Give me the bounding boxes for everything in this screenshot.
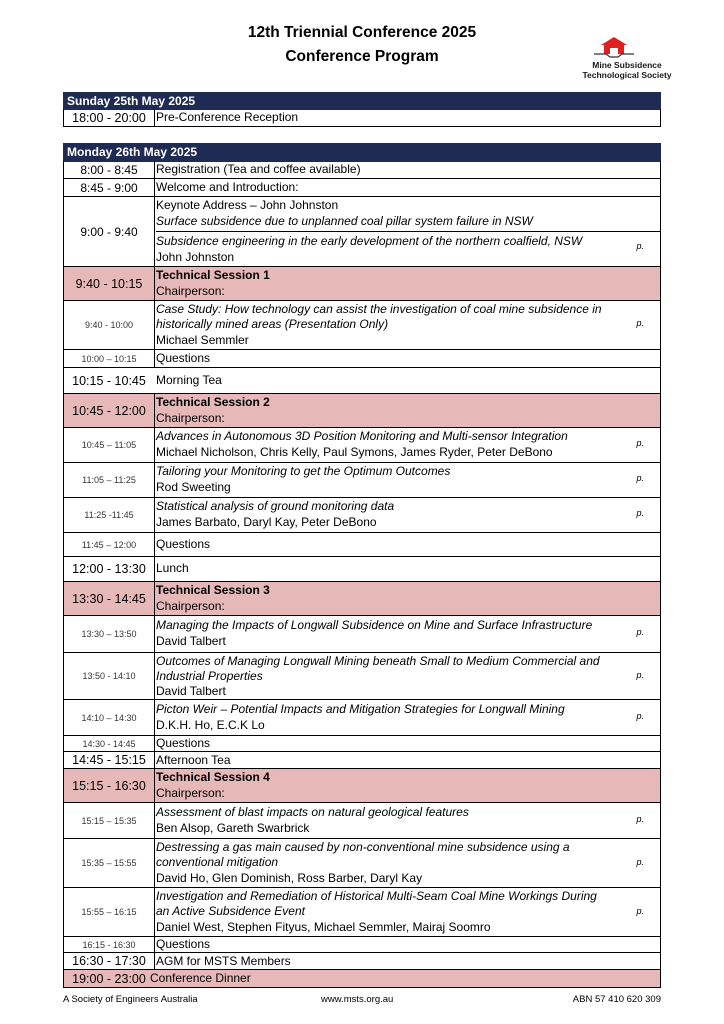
session-4-header <box>63 769 661 803</box>
event-text: AGM for MSTS Members <box>156 954 291 968</box>
time-cell: 9:00 - 9:40 <box>64 197 155 266</box>
page-ref: p. <box>636 670 644 680</box>
page-ref: p. <box>636 318 644 328</box>
paper-row <box>63 803 661 839</box>
paper-title: Managing the Impacts of Longwall Subsidence on Mine and Surface Infrastructure <box>156 618 593 632</box>
time-cell: 13:30 – 13:50 <box>64 616 155 652</box>
program-row <box>63 109 661 127</box>
paper-author: James Barbato, Daryl Kay, Peter DeBono <box>156 515 377 529</box>
time-cell: 13:50 - 14:10 <box>64 653 155 699</box>
paper-title-cont: an Active Subsidence Event <box>156 904 305 918</box>
paper-row <box>63 463 661 498</box>
logo-text-line2: Technological Society <box>582 70 672 80</box>
paper-title: Outcomes of Managing Longwall Mining beneath Small to Medium Commercial and <box>156 654 600 668</box>
event-text: Morning Tea <box>156 373 222 387</box>
page-ref: p. <box>636 814 644 824</box>
time-cell: 16:30 - 17:30 <box>64 953 155 969</box>
logo-text-line1: Mine Subsidence <box>592 60 662 70</box>
keynote-paper-title: Surface subsidence due to unplanned coal pillar system failure in NSW <box>156 214 533 228</box>
time-cell: 10:45 - 12:00 <box>64 394 155 427</box>
session-chair: Chairperson: <box>156 599 225 613</box>
paper-title: Case Study: How technology can assist the investigation of coal mine subsidence in <box>156 302 602 316</box>
break-row <box>63 752 661 769</box>
questions-row <box>63 350 661 368</box>
paper-author: Ben Alsop, Gareth Swarbrick <box>156 821 310 835</box>
time-cell: 15:55 – 16:15 <box>64 888 155 936</box>
program-row <box>63 179 661 197</box>
footer-abn: ABN 57 410 620 309 <box>572 994 661 1005</box>
paper-row <box>63 888 661 937</box>
time-cell: 15:15 - 16:30 <box>64 769 155 802</box>
session-title: Technical Session 3 <box>156 583 270 597</box>
session-chair: Chairperson: <box>156 411 225 425</box>
time-cell: 8:00 - 8:45 <box>64 161 155 178</box>
paper-title-cont: Industrial Properties <box>156 669 263 683</box>
program-row <box>63 161 661 179</box>
time-cell: 16:15 - 16:30 <box>64 937 155 952</box>
time-cell: 14:30 - 14:45 <box>64 736 155 751</box>
session-title: Technical Session 2 <box>156 395 270 409</box>
paper-title-cont: historically mined areas (Presentation Only) <box>156 317 389 331</box>
paper-row <box>63 428 661 463</box>
paper-row <box>63 653 661 700</box>
time-cell: 14:10 – 14:30 <box>64 700 155 735</box>
session-title: Technical Session 4 <box>156 770 270 784</box>
break-row <box>63 368 661 394</box>
paper-row <box>63 700 661 736</box>
session-chair: Chairperson: <box>156 786 225 800</box>
time-cell: 9:40 - 10:15 <box>64 267 155 300</box>
questions-row <box>63 937 661 953</box>
event-text: Questions <box>156 537 211 551</box>
document-subtitle: Conference Program <box>285 48 439 65</box>
page-ref: p. <box>636 906 644 916</box>
time-cell: 15:35 – 15:55 <box>64 839 155 887</box>
time-cell: 9:40 - 10:00 <box>64 301 155 349</box>
time-cell: 10:00 – 10:15 <box>64 350 155 367</box>
session-2-header <box>63 394 661 428</box>
sunday-heading-text: Sunday 25th May 2025 <box>67 94 196 108</box>
msts-logo <box>574 34 684 84</box>
event-text: Questions <box>156 736 211 750</box>
keynote-title: Keynote Address – John Johnston <box>156 198 339 212</box>
paper-author: Michael Semmler <box>156 333 249 347</box>
time-cell: 19:00 - 23:00 <box>72 971 146 986</box>
paper-title: Destressing a gas main caused by non-conventional mine subsidence using a <box>156 840 570 854</box>
document-title: 12th Triennial Conference 2025 <box>247 24 477 41</box>
page-ref: p. <box>636 241 644 251</box>
time-cell: 12:00 - 13:30 <box>64 557 155 581</box>
event-text: Pre-Conference Reception <box>156 110 299 124</box>
program-table <box>63 92 661 989</box>
paper-row <box>63 301 661 350</box>
paper-author: Daniel West, Stephen Fityus, Michael Semmler, Mairaj Soomro <box>156 920 491 934</box>
keynote-row <box>63 197 661 267</box>
page-footer <box>63 994 661 1008</box>
paper-title: Investigation and Remediation of Historical Multi-Seam Coal Mine Workings During <box>156 889 597 903</box>
sunday-header <box>63 92 661 110</box>
paper-title: Statistical analysis of ground monitoring data <box>156 499 395 513</box>
paper-author: David Ho, Glen Dominish, Ross Barber, Daryl Kay <box>156 871 423 885</box>
time-cell: 18:00 - 20:00 <box>64 109 155 126</box>
paper-row <box>63 616 661 653</box>
paper-author: David Talbert <box>156 634 226 648</box>
event-text: Registration (Tea and coffee available) <box>156 162 361 176</box>
paper-title: Subsidence engineering in the early development of the northern coalfield, NSW <box>156 234 583 248</box>
page-ref: p. <box>636 627 644 637</box>
footer-left: A Society of Engineers Australia <box>63 994 198 1005</box>
break-row <box>63 557 661 582</box>
paper-title: Assessment of blast impacts on natural geological features <box>156 805 469 819</box>
time-cell: 11:05 – 11:25 <box>64 463 155 497</box>
time-cell: 8:45 - 9:00 <box>64 179 155 196</box>
paper-title: Picton Weir – Potential Impacts and Mitigation Strategies for Longwall Mining <box>156 702 565 716</box>
paper-row <box>63 839 661 888</box>
time-cell: 10:15 - 10:45 <box>72 373 146 388</box>
footer-website: www.msts.org.au <box>321 994 394 1005</box>
program-row <box>63 953 661 970</box>
paper-title-cont: conventional mitigation <box>156 855 279 869</box>
questions-row <box>63 736 661 752</box>
event-text: Questions <box>156 351 211 365</box>
questions-row <box>63 533 661 557</box>
paper-title: Tailoring your Monitoring to get the Optimum Outcomes <box>156 464 451 478</box>
paper-author: John Johnston <box>156 250 235 264</box>
session-3-header <box>63 582 661 616</box>
paper-title: Advances in Autonomous 3D Position Monitoring and Multi-sensor Integration <box>156 429 568 443</box>
event-text: Lunch <box>156 561 189 575</box>
event-text: Afternoon Tea <box>156 753 231 767</box>
session-chair: Chairperson: <box>156 284 225 298</box>
time-cell: 15:15 – 15:35 <box>64 803 155 838</box>
paper-author: David Talbert <box>156 684 226 698</box>
time-cell: 11:25 -11:45 <box>64 498 155 532</box>
page-ref: p. <box>636 473 644 483</box>
paper-row <box>63 498 661 533</box>
house-logo-icon <box>594 36 634 58</box>
monday-heading-text: Monday 26th May 2025 <box>67 145 198 159</box>
paper-author: Rod Sweeting <box>156 480 231 494</box>
time-cell: 13:30 - 14:45 <box>64 582 155 615</box>
session-1-header <box>63 267 661 301</box>
dinner-row <box>63 970 661 988</box>
time-cell: 11:45 – 12:00 <box>64 533 155 556</box>
monday-header <box>63 143 661 162</box>
page-ref: p. <box>636 711 644 721</box>
time-cell: 14:45 - 15:15 <box>64 752 155 768</box>
event-text: Questions <box>156 937 211 951</box>
event-text: Welcome and Introduction: <box>156 180 299 194</box>
paper-author: Michael Nicholson, Chris Kelly, Paul Symons, James Ryder, Peter DeBono <box>156 445 553 459</box>
page-ref: p. <box>636 857 644 867</box>
time-cell: 10:45 – 11:05 <box>64 428 155 462</box>
session-title: Technical Session 1 <box>156 268 270 282</box>
page-ref: p. <box>636 508 644 518</box>
event-text: Conference Dinner <box>150 971 251 985</box>
paper-author: D.K.H. Ho, E.C.K Lo <box>156 718 265 732</box>
page-ref: p. <box>636 438 644 448</box>
